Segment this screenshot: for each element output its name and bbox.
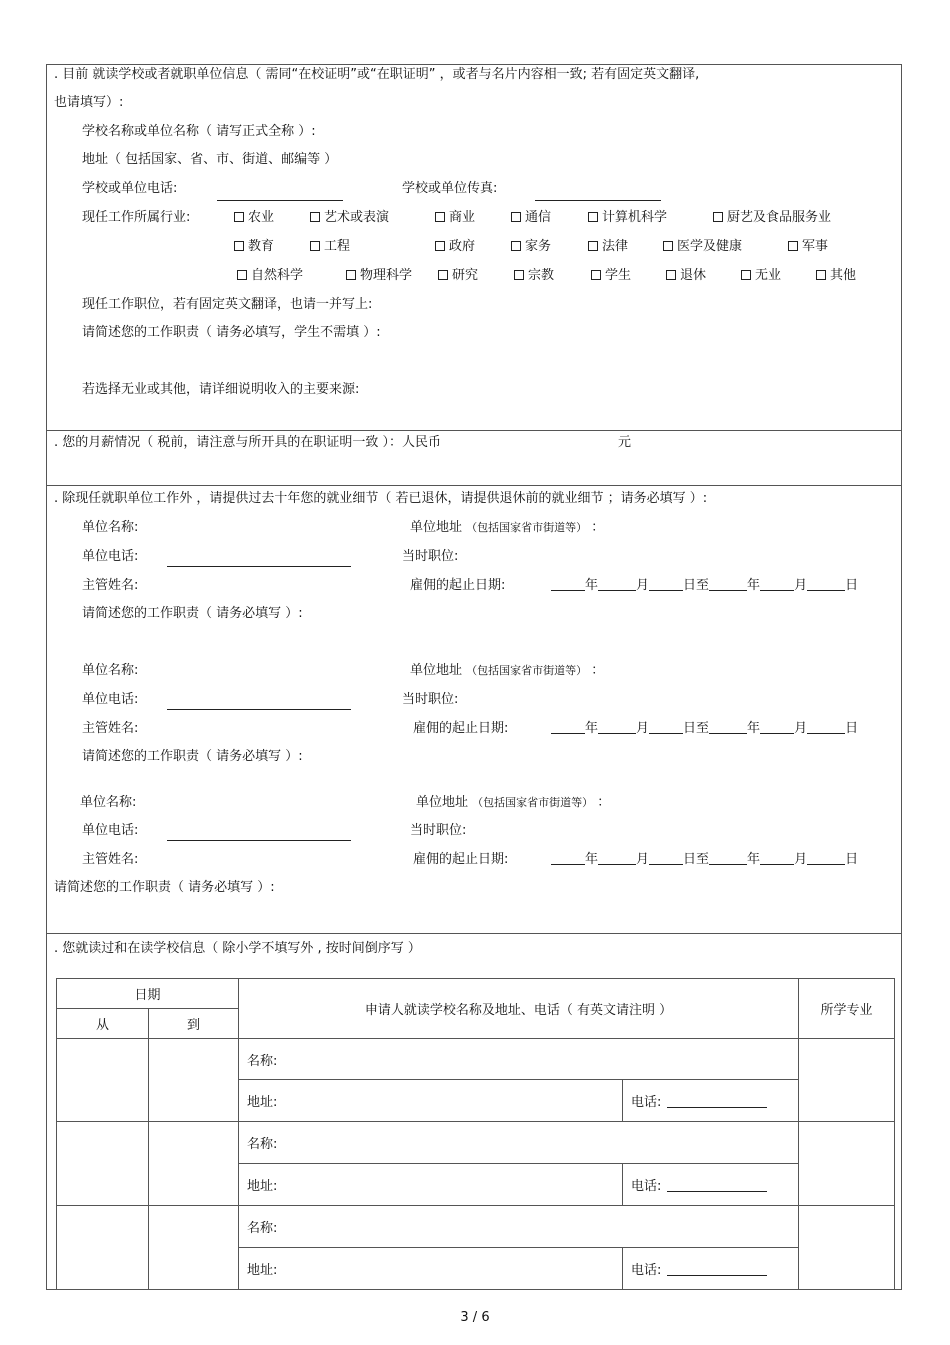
checkbox-icon [666, 270, 676, 280]
supervisor-label: 主管姓名: [82, 721, 139, 736]
industry-checkbox[interactable]: 宗教 [514, 268, 554, 284]
date-header: 日期 [57, 979, 239, 1009]
employment-heading: . 目前 就读学校或者就职单位信息（ 需同“在校证明”或“在职证明” ，或者与名片内容相一致; 若有固定英文翻译, [54, 67, 700, 82]
salary-unit: 元 [618, 435, 632, 450]
checkbox-icon [346, 270, 356, 280]
supervisor-label: 主管姓名: [82, 852, 139, 867]
checkbox-icon [788, 241, 798, 251]
employment-period-field[interactable]: 年 月 日至 年 月 日 [551, 852, 858, 868]
industry-label: 现任工作所属行业: [82, 210, 191, 225]
education-heading: . 您就读过和在读学校信息（ 除小学不填写外 , 按时间倒序写 ） [54, 941, 421, 956]
unit-address-label: 单位地址 （包括国家省市街道等） ： [416, 795, 611, 810]
duties-label: 请简述您的工作职责（ 请务必填写，学生不需填 ）: [82, 325, 381, 340]
checkbox-icon [234, 241, 244, 251]
school-phone-cell[interactable]: 电话: [623, 1248, 799, 1290]
industry-checkbox[interactable]: 医学及健康 [663, 239, 742, 255]
salary-label: . 您的月薪情况（ 税前，请注意与所开具的在职证明一致 ）：人民币 [54, 435, 442, 450]
unit-phone-field[interactable] [167, 709, 351, 710]
industry-checkbox[interactable]: 无业 [741, 268, 781, 284]
checkbox-icon [588, 212, 598, 222]
from-date-cell[interactable] [57, 1206, 149, 1290]
industry-checkbox[interactable]: 自然科学 [237, 268, 303, 284]
checkbox-icon [511, 241, 521, 251]
from-date-cell[interactable] [57, 1039, 149, 1122]
checkbox-icon [713, 212, 723, 222]
education-table [56, 978, 895, 1290]
industry-checkbox[interactable]: 退休 [666, 268, 706, 284]
industry-checkbox[interactable]: 艺术或表演 [310, 210, 389, 226]
industry-checkbox[interactable]: 计算机科学 [588, 210, 667, 226]
employment-period-field[interactable]: 年 月 日至 年 月 日 [551, 578, 858, 594]
industry-checkbox[interactable]: 军事 [788, 239, 828, 255]
checkbox-icon [511, 212, 521, 222]
major-header: 所学专业 [799, 979, 895, 1039]
unit-phone-label: 单位电话: [82, 549, 139, 564]
checkbox-icon [591, 270, 601, 280]
unit-phone-field[interactable] [167, 840, 351, 841]
section-divider [46, 430, 902, 431]
supervisor-label: 主管姓名: [82, 578, 139, 593]
industry-checkbox[interactable]: 物理科学 [346, 268, 412, 284]
address-label: 地址（ 包括国家、省、市、街道、邮编等 ） [82, 152, 338, 167]
fax-label: 学校或单位传真: [402, 181, 498, 196]
history-heading: . 除现任就职单位工作外 ，请提供过去十年您的就业细节（ 若已退休，请提供退休前的就业细节 ；请务必填写 ）: [54, 491, 708, 506]
major-cell[interactable] [799, 1039, 895, 1122]
position-label: 当时职位: [410, 823, 467, 838]
school-phone-cell[interactable]: 电话: [623, 1164, 799, 1206]
major-cell[interactable] [799, 1122, 895, 1206]
unit-name-label: 单位名称: [82, 520, 139, 535]
unit-address-label: 单位地址 （包括国家省市街道等） ： [410, 520, 605, 535]
position-label: 现任工作职位，若有固定英文翻译，也请一并写上: [82, 297, 373, 312]
industry-checkbox[interactable]: 商业 [435, 210, 475, 226]
school-name-cell[interactable]: 名称: [239, 1039, 799, 1080]
employment-period-label: 雇佣的起止日期: [413, 852, 509, 867]
to-date-cell[interactable] [149, 1122, 239, 1206]
industry-checkbox[interactable]: 厨艺及食品服务业 [713, 210, 831, 226]
unit-name-label: 单位名称: [80, 795, 137, 810]
checkbox-icon [438, 270, 448, 280]
school-header: 申请人就读学校名称及地址、电话（ 有英文请注明 ） [239, 979, 799, 1039]
checkbox-icon [310, 212, 320, 222]
checkbox-icon [741, 270, 751, 280]
checkbox-icon [663, 241, 673, 251]
industry-checkbox[interactable]: 研究 [438, 268, 478, 284]
checkbox-icon [816, 270, 826, 280]
industry-checkbox[interactable]: 政府 [435, 239, 475, 255]
school-name-label: 学校名称或单位名称（ 请写正式全称 ）: [82, 124, 316, 139]
duties-label: 请简述您的工作职责（ 请务必填写 ）: [82, 606, 303, 621]
school-name-cell[interactable]: 名称: [239, 1122, 799, 1164]
checkbox-icon [514, 270, 524, 280]
position-label: 当时职位: [402, 549, 459, 564]
unit-name-label: 单位名称: [82, 663, 139, 678]
major-cell[interactable] [799, 1206, 895, 1290]
section-divider [46, 485, 902, 486]
industry-checkbox[interactable]: 教育 [234, 239, 274, 255]
from-header: 从 [57, 1009, 149, 1039]
position-label: 当时职位: [402, 692, 459, 707]
school-address-cell[interactable]: 地址: [239, 1080, 623, 1122]
industry-checkbox[interactable]: 家务 [511, 239, 551, 255]
industry-checkbox[interactable]: 学生 [591, 268, 631, 284]
to-date-cell[interactable] [149, 1206, 239, 1290]
employment-period-field[interactable]: 年 月 日至 年 月 日 [551, 721, 858, 737]
checkbox-icon [435, 212, 445, 222]
to-date-cell[interactable] [149, 1039, 239, 1122]
duties-label: 请简述您的工作职责（ 请务必填写 ）: [82, 749, 303, 764]
industry-checkbox[interactable]: 法律 [588, 239, 628, 255]
fax-field[interactable] [535, 200, 661, 201]
unit-phone-label: 单位电话: [82, 692, 139, 707]
unit-phone-label: 单位电话: [82, 823, 139, 838]
to-header: 到 [149, 1009, 239, 1039]
school-address-cell[interactable]: 地址: [239, 1248, 623, 1290]
unit-address-label: 单位地址 （包括国家省市街道等） ： [410, 663, 605, 678]
checkbox-icon [435, 241, 445, 251]
school-address-cell[interactable]: 地址: [239, 1164, 623, 1206]
industry-checkbox[interactable]: 其他 [816, 268, 856, 284]
employment-period-label: 雇佣的起止日期: [410, 578, 506, 593]
phone-label: 学校或单位电话: [82, 181, 178, 196]
checkbox-icon [588, 241, 598, 251]
page-number: 3 / 6 [460, 1310, 490, 1325]
school-name-cell[interactable]: 名称: [239, 1206, 799, 1248]
duties-label: 请简述您的工作职责（ 请务必填写 ）: [54, 880, 275, 895]
income-source-label: 若选择无业或其他，请详细说明收入的主要来源: [82, 382, 360, 397]
industry-checkbox[interactable]: 工程 [310, 239, 350, 255]
section-divider [46, 933, 902, 934]
unit-phone-field[interactable] [167, 566, 351, 567]
industry-checkbox[interactable]: 农业 [234, 210, 274, 226]
phone-field[interactable] [217, 200, 343, 201]
employment-period-label: 雇佣的起止日期: [413, 721, 509, 736]
employment-heading-cont: 也请填写）: [54, 95, 124, 110]
school-phone-cell[interactable]: 电话: [623, 1080, 799, 1122]
industry-checkbox[interactable]: 通信 [511, 210, 551, 226]
checkbox-icon [237, 270, 247, 280]
from-date-cell[interactable] [57, 1122, 149, 1206]
checkbox-icon [310, 241, 320, 251]
checkbox-icon [234, 212, 244, 222]
